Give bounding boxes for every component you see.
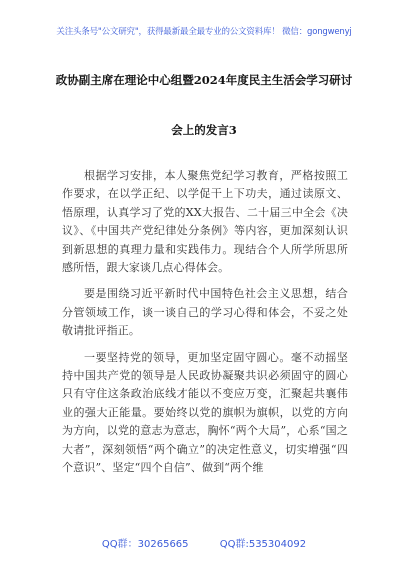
paragraph-intro: 根据学习安排，本人聚焦党纪学习教育，严格按照工作要求，在以学正纪、以学促干上下功夫，通过读原文、悟原理，认真学习了党的XX大报告、二十届三中全会《决议》、《中国共产党纪律处分条例》等内容，更加深刻认识到新思想的真理力量和实践伟力。现结合个人所学所思所感所悟，跟大家谈几点心得体会。 bbox=[62, 169, 348, 275]
document-title-line2: 会上的发言3 bbox=[171, 123, 237, 137]
footer-qq-group-2: QQ群:535304092 bbox=[219, 539, 307, 550]
document-title-line1: 政协副主席在理论中心组暨2024年度民主生活会学习研讨 bbox=[55, 73, 353, 87]
promo-banner: 关注头条号"公文研究"，获得最新最全最专业的公文资料库！ 微信：gongwenyj bbox=[56, 27, 352, 37]
document-body bbox=[62, 167, 348, 478]
footer-qq-group-1: QQ群：30265665 bbox=[101, 539, 189, 550]
paragraph-point-one: 一要坚持党的领导，更加坚定固守圆心。毫不动摇坚持中国共产党的领导是人民政协凝聚共识必须固守的圆心只有守住这条政治底线才能以不变应万变，汇聚起共襄伟业的强大正能量。要始终以党的旗帜为旗帜，以党的方向为方向，以党的意志为意志，胸怀“两个大局”，心系“国之大者”，深刻领悟“两个确立”的决定性意义，切实增强“四个意识”、坚定“四个自信”、做到“两个维 bbox=[62, 350, 348, 475]
footer-contact bbox=[0, 535, 408, 550]
paragraph-scope: 要是围绕习近平新时代中国特色社会主义思想，结合分管领域工作，谈一谈自己的学习心得和体会，不妥之处敬请批评指正。 bbox=[62, 287, 348, 338]
